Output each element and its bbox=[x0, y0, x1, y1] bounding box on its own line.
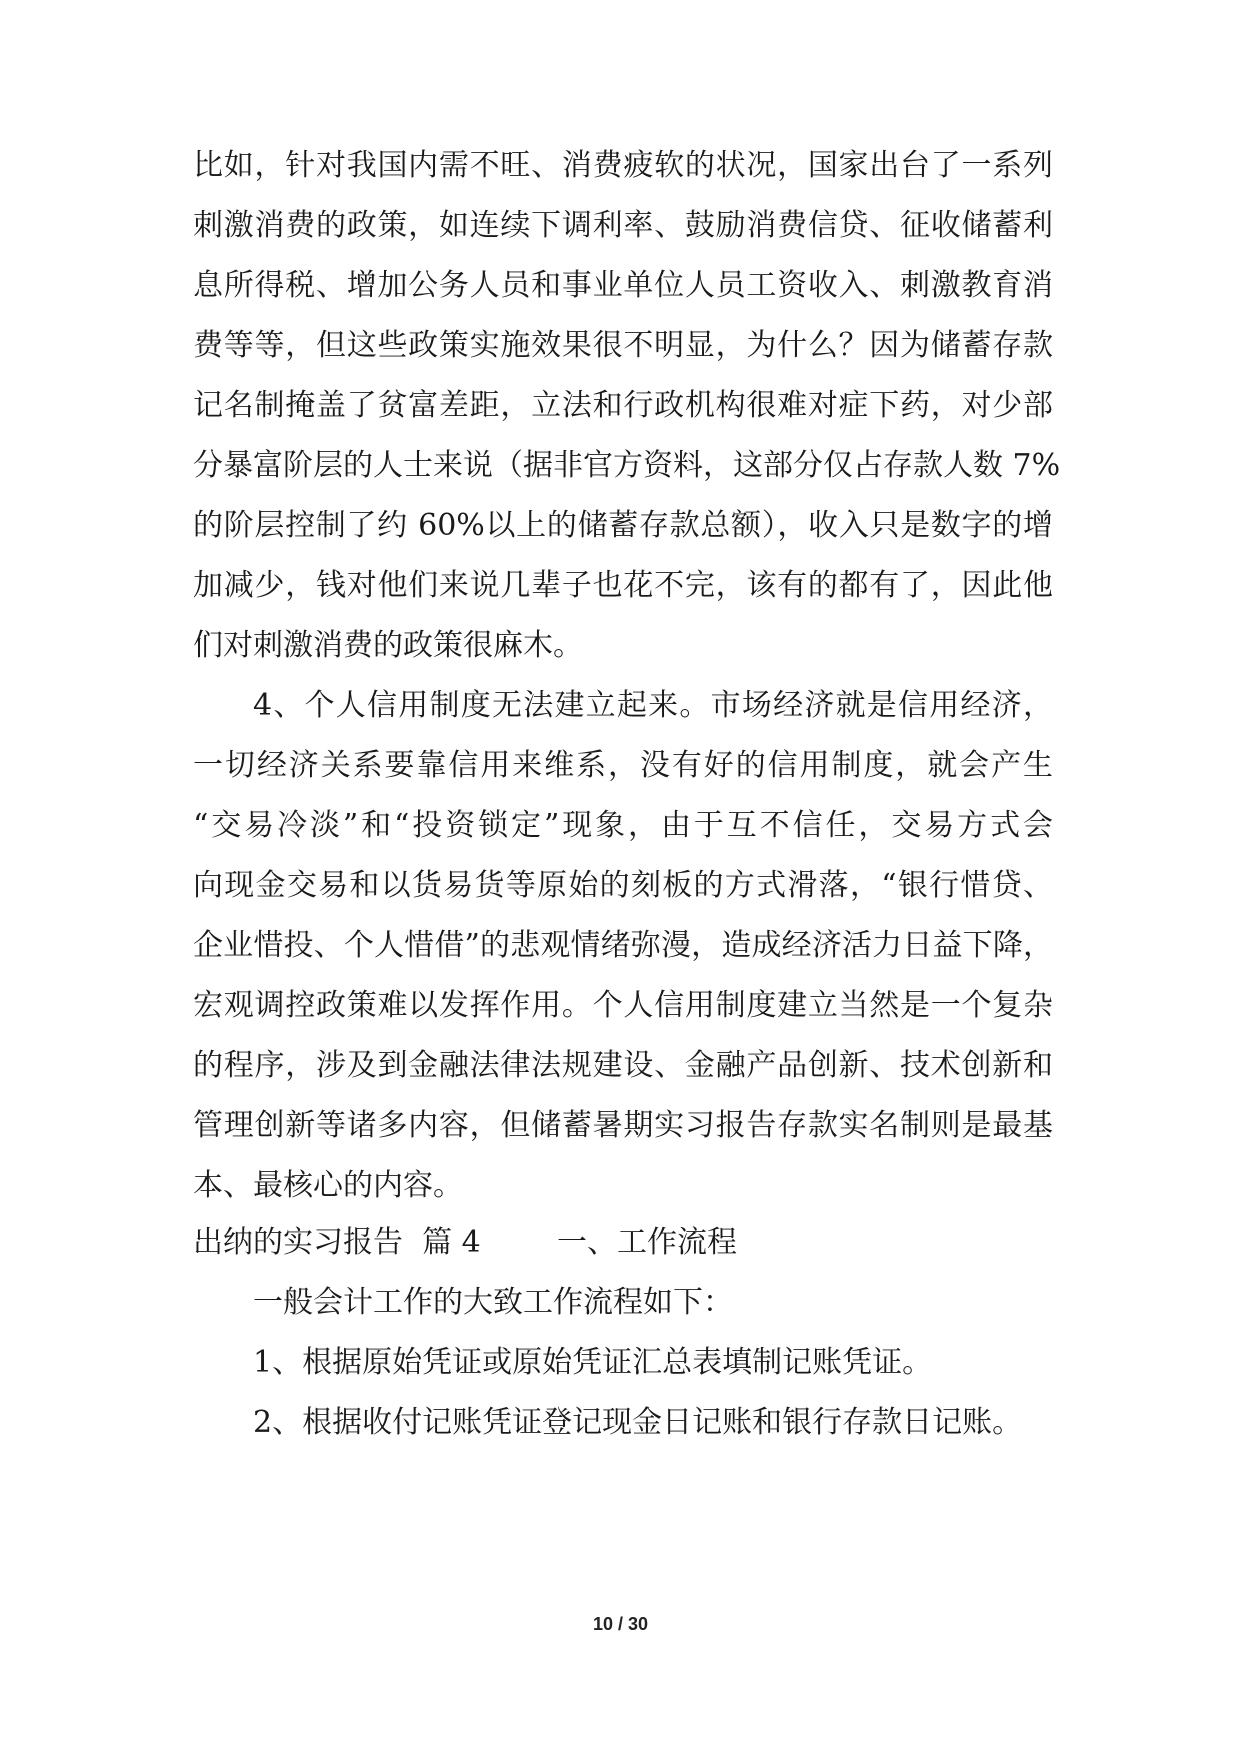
section-heading: 出纳的实习报告 篇 4 一、工作流程 bbox=[193, 1225, 737, 1260]
text-line: 分暴富阶层的人士来说（据非官方资料，这部分仅占存款人数 7% bbox=[193, 448, 1061, 483]
text-line: 4、个人信用制度无法建立起来。市场经济就是信用经济， bbox=[253, 688, 1053, 723]
text-line: 管理创新等诸多内容，但储蓄暑期实习报告存款实名制则是最基 bbox=[193, 1108, 1053, 1143]
text-line: 的程序，涉及到金融法律法规建设、金融产品创新、技术创新和 bbox=[193, 1048, 1053, 1083]
text-line: 加减少，钱对他们来说几辈子也花不完，该有的都有了，因此他 bbox=[193, 568, 1053, 603]
text-line: 1、根据原始凭证或原始凭证汇总表填制记账凭证。 bbox=[253, 1345, 933, 1380]
text-line: 本、最核心的内容。 bbox=[193, 1168, 463, 1203]
text-line: 比如，针对我国内需不旺、消费疲软的状况，国家出台了一系列 bbox=[193, 148, 1053, 183]
text-line: 费等等，但这些政策实施效果很不明显，为什么？因为储蓄存款 bbox=[193, 328, 1053, 363]
text-line: 2、根据收付记账凭证登记现金日记账和银行存款日记账。 bbox=[253, 1405, 1023, 1440]
text-line: 向现金交易和以货易货等原始的刻板的方式滑落，“银行惜贷、 bbox=[193, 868, 1053, 903]
text-line: 们对刺激消费的政策很麻木。 bbox=[193, 628, 583, 663]
text-line: 一切经济关系要靠信用来维系，没有好的信用制度，就会产生 bbox=[193, 748, 1053, 783]
text-line: 一般会计工作的大致工作流程如下： bbox=[253, 1285, 733, 1320]
text-line: “交易冷淡”和“投资锁定”现象，由于互不信任，交易方式会 bbox=[193, 808, 1053, 843]
text-line: 的阶层控制了约 60%以上的储蓄存款总额），收入只是数字的增 bbox=[193, 508, 1053, 543]
text-line: 刺激消费的政策，如连续下调利率、鼓励消费信贷、征收储蓄利 bbox=[193, 208, 1053, 243]
text-line: 宏观调控政策难以发挥作用。个人信用制度建立当然是一个复杂 bbox=[193, 988, 1053, 1023]
text-line: 息所得税、增加公务人员和事业单位人员工资收入、刺激教育消 bbox=[193, 268, 1053, 303]
text-line: 企业惜投、个人惜借”的悲观情绪弥漫，造成经济活力日益下降， bbox=[193, 928, 1053, 963]
page-number: 10 / 30 bbox=[592, 1614, 649, 1634]
text-line: 记名制掩盖了贫富差距，立法和行政机构很难对症下药，对少部 bbox=[193, 388, 1053, 423]
